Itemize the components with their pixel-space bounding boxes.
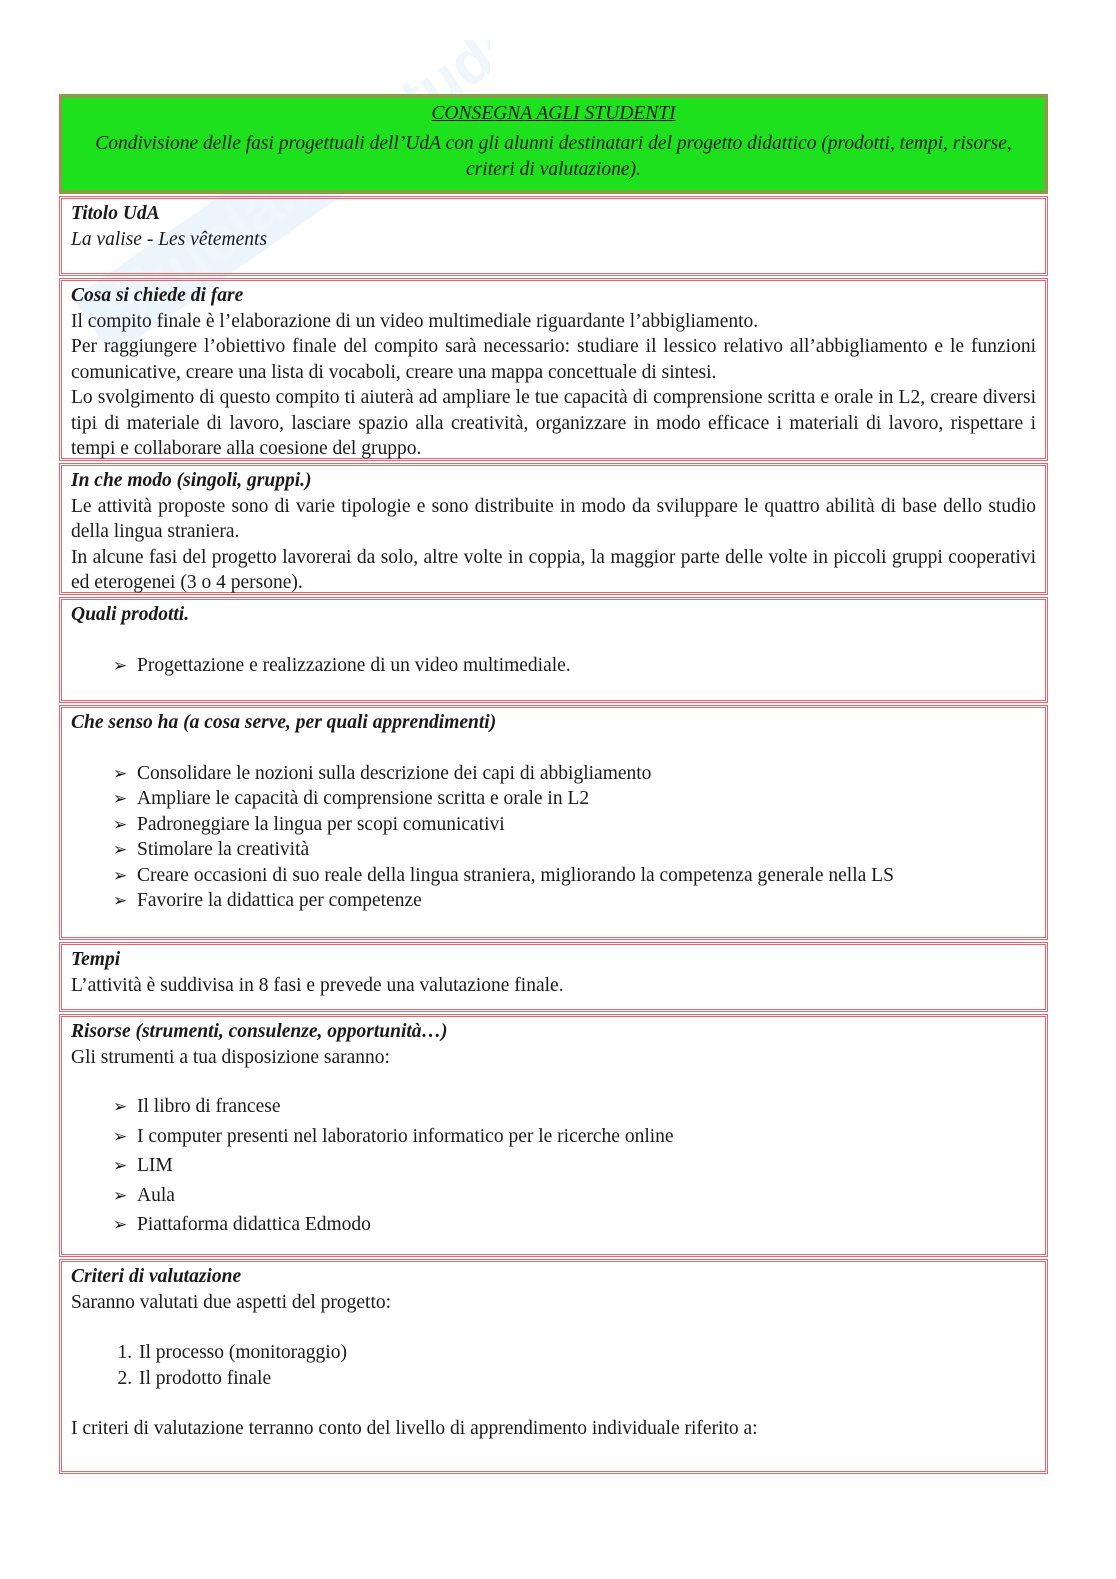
uda-title-value: La valise - Les vêtements (71, 228, 268, 250)
paragraph: L’attività è suddivisa in 8 fasi e prevede una valutazione finale. (71, 974, 564, 996)
arrow-bullet-icon: ➢ (113, 1097, 128, 1116)
page-subtitle: Condivisione delle fasi progettuali dell’UdA con gli alunni destinatari del progetto didattico (prodotti, tempi, risorse, criteri di valutazione). (95, 132, 1012, 180)
list-item: ➢ Padroneggiare la lingua per scopi comunicativi (115, 812, 1036, 838)
section-heading: Quali prodotti. (71, 604, 190, 625)
section-heading: Risorse (strumenti, consulenze, opportunità…) (71, 1021, 448, 1042)
document (59, 94, 1048, 1474)
list-item: ➢ Il libro di francese (115, 1092, 1036, 1122)
arrow-bullet-icon: ➢ (113, 789, 128, 808)
page-title: CONSEGNA AGLI STUDENTI (431, 103, 676, 124)
arrow-bullet-icon: ➢ (113, 655, 128, 675)
list-item: 1. Il processo (monitoraggio) (137, 1340, 1036, 1366)
section-risorse (59, 1014, 1048, 1257)
section-modo (59, 463, 1048, 595)
list-item: ➢ Ampliare le capacità di comprensione scritta e orale in L2 (115, 786, 1036, 812)
arrow-bullet-icon: ➢ (113, 763, 128, 783)
criteria-list (71, 1340, 1036, 1391)
section-tempi (59, 942, 1048, 1012)
arrow-bullet-icon: ➢ (113, 840, 128, 859)
paragraph: Le attività proposte sono di varie tipologie e sono distribuite in modo da sviluppare le quattro abilità di base dello studio della lingua straniera. (71, 495, 1036, 542)
list-item: ➢ Creare occasioni di suo reale della lingua straniera, migliorando la competenza generale nella LS (115, 863, 1036, 889)
list-item: ➢ Stimolare la creatività (115, 837, 1036, 863)
list-item: ➢ Favorire la didattica per competenze (115, 888, 1036, 914)
arrow-bullet-icon: ➢ (113, 1126, 128, 1146)
arrow-bullet-icon: ➢ (113, 891, 128, 910)
list-item: 2. Il prodotto finale (137, 1366, 1036, 1392)
arrow-bullet-icon: ➢ (113, 1215, 128, 1234)
section-heading: Tempi (71, 949, 121, 970)
header-box (59, 94, 1048, 194)
paragraph: Lo svolgimento di questo compito ti aiuterà ad ampliare le tue capacità di comprensione scritta e orale in L2, creare diversi tipi di materiale di lavoro, lasciare spazio alla creatività, organizzare in modo efficace i materiali di lavoro, rispettare i tempi e collaborare alla coesione del gruppo. (71, 387, 1036, 459)
section-prodotti (59, 597, 1048, 703)
list-item: ➢ LIM (115, 1151, 1036, 1181)
list-item: ➢ Consolidare le nozioni sulla descrizione dei capi di abbigliamento (115, 761, 1036, 787)
paragraph: Saranno valutati due aspetti del progetto: (71, 1291, 392, 1313)
paragraph: Gli strumenti a tua disposizione saranno: (71, 1046, 390, 1068)
paragraph: Per raggiungere l’obiettivo finale del compito sarà necessario: studiare il lessico relativo all’abbigliamento e le funzioni comunicative, creare una lista di vocaboli, creare una mappa concettuale di sintesi. (71, 336, 1036, 383)
resources-list (71, 1092, 1036, 1240)
arrow-bullet-icon: ➢ (113, 814, 128, 834)
section-criteri (59, 1259, 1048, 1474)
section-heading: Criteri di valutazione (71, 1266, 242, 1287)
section-senso (59, 705, 1048, 940)
paragraph: I criteri di valutazione terranno conto del livello di apprendimento individuale riferito a: (71, 1418, 758, 1439)
list-item: ➢ I computer presenti nel laboratorio informatico per le ricerche online (115, 1122, 1036, 1152)
arrow-bullet-icon: ➢ (113, 1156, 128, 1175)
list-item: ➢ Progettazione e realizzazione di un video multimediale. (115, 653, 1036, 679)
arrow-bullet-icon: ➢ (113, 1185, 128, 1205)
paragraph: In alcune fasi del progetto lavorerai da solo, altre volte in coppia, la maggior parte delle volte in piccoli gruppi cooperativi ed eterogenei (3 o 4 persone). (71, 546, 1036, 593)
section-heading: Che senso ha (a cosa serve, per quali apprendimenti) (71, 712, 497, 733)
products-list (71, 653, 1036, 679)
list-item: ➢ Piattaforma didattica Edmodo (115, 1210, 1036, 1240)
section-cosa (59, 278, 1048, 461)
goals-list (71, 761, 1036, 914)
paragraph: Il compito finale è l’elaborazione di un video multimediale riguardante l’abbigliamento. (71, 310, 759, 332)
arrow-bullet-icon: ➢ (113, 865, 128, 885)
section-heading: Titolo UdA (71, 203, 160, 224)
section-heading: Cosa si chiede di fare (71, 285, 244, 306)
section-heading: In che modo (singoli, gruppi.) (71, 470, 312, 491)
section-titolo (59, 196, 1048, 276)
list-item: ➢ Aula (115, 1181, 1036, 1211)
